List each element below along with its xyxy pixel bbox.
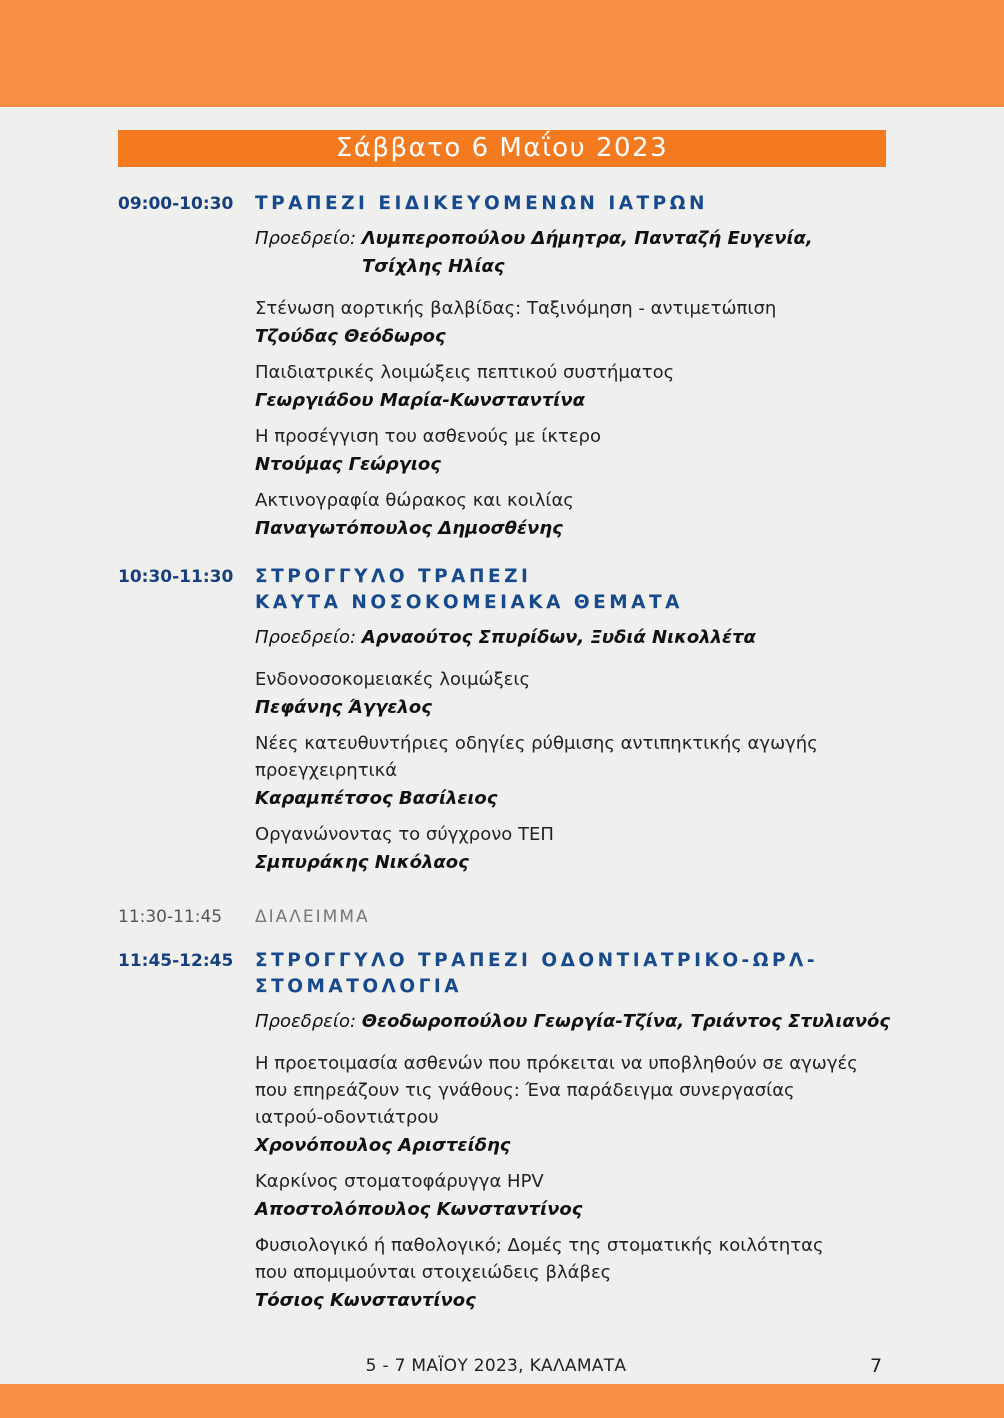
session-title: ΤΡΑΠΕΖΙ ΕΙΔΙΚΕΥΟΜΕΝΩΝ ΙΑΤΡΩΝ xyxy=(255,193,708,214)
talk-item xyxy=(255,359,895,415)
page-number: 7 xyxy=(870,1355,883,1377)
header-band xyxy=(0,0,1004,107)
talk-item xyxy=(255,1168,895,1224)
talk-title: Στένωση αορτικής βαλβίδας: Ταξινόμηση - αντιμετώπιση xyxy=(255,298,777,319)
session-title-continued: ΣΤΟΜΑΤΟΛΟΓΙΑ xyxy=(255,976,463,997)
talk-item xyxy=(255,295,895,351)
session-title: ΣΤΡΟΓΓΥΛΟ ΤΡΑΠΕΖΙ ΟΔΟΝΤΙΑΤΡΙΚΟ-ΩΡΛ- xyxy=(255,950,819,971)
talk-title: Οργανώνοντας το σύγχρονο ΤΕΠ xyxy=(255,824,554,845)
footer-band xyxy=(0,1384,1004,1418)
chairs-names: Αρναούτος Σπυρίδων, Ξυδιά Νικολλέτα xyxy=(361,627,756,648)
talk-speaker: Γεωργιάδου Μαρία-Κωνσταντίνα xyxy=(255,390,585,411)
talk-title: Η προετοιμασία ασθενών που πρόκειται να υποβληθούν σε αγωγές που επηρεάζουν τις γνάθους: Ένα παράδειγμα συνεργασίας ιατρού-οδοντιάτρου xyxy=(255,1053,858,1128)
talk-list xyxy=(255,295,895,543)
chairs-label: Προεδρείο: xyxy=(255,1011,357,1032)
session-content xyxy=(255,948,895,1323)
chairs-names: Θεοδωροπούλου Γεωργία-Τζίνα, Τριάντος Στυλιανός xyxy=(361,1011,891,1032)
talk-speaker: Τζούδας Θεόδωρος xyxy=(255,326,446,347)
talk-item xyxy=(255,1050,895,1160)
talk-item xyxy=(255,730,895,813)
session-time: 11:45-12:45 xyxy=(118,951,234,971)
talk-list xyxy=(255,1050,895,1315)
talk-speaker: Σμπυράκης Νικόλαος xyxy=(255,852,469,873)
talk-speaker: Αποστολόπουλος Κωνσταντίνος xyxy=(255,1199,583,1220)
talk-speaker: Χρονόπουλος Αριστείδης xyxy=(255,1135,511,1156)
break-time: 11:30-11:45 xyxy=(118,907,223,927)
talk-item xyxy=(255,821,895,877)
break-content xyxy=(255,904,895,930)
talk-speaker: Καραμπέτσος Βασίλειος xyxy=(255,788,498,809)
session-content xyxy=(255,564,895,885)
talk-list xyxy=(255,666,895,877)
talk-speaker: Πεφάνης Άγγελος xyxy=(255,697,432,718)
chairs-names: Λυμπεροπούλου Δήμητρα, Πανταζή Ευγενία, xyxy=(361,228,813,249)
talk-speaker: Τόσιος Κωνσταντίνος xyxy=(255,1290,476,1311)
talk-title: Ακτινογραφία θώρακος και κοιλίας xyxy=(255,490,574,511)
session-chairs xyxy=(255,624,895,652)
talk-title: Παιδιατρικές λοιμώξεις πεπτικού συστήματος xyxy=(255,362,675,383)
session-time: 10:30-11:30 xyxy=(118,567,234,587)
session-chairs xyxy=(255,225,895,281)
talk-item xyxy=(255,487,895,543)
chairs-label: Προεδρείο: xyxy=(255,627,357,648)
session-chairs xyxy=(255,1008,895,1036)
talk-title: Νέες κατευθυντήριες οδηγίες ρύθμισης αντιπηκτικής αγωγής προεγχειρητικά xyxy=(255,733,818,781)
footer-event-dates: 5 - 7 ΜΑΪΟΥ 2023, ΚΑΛΑΜΑΤΑ xyxy=(365,1356,627,1376)
talk-speaker: Παναγωτόπουλος Δημοσθένης xyxy=(255,518,563,539)
talk-item xyxy=(255,1232,895,1315)
talk-speaker: Ντούμας Γεώργιος xyxy=(255,454,441,475)
talk-title: Φυσιολογικό ή παθολογικό; Δομές της στοματικής κοιλότητας που απομιμούνται στοιχειώδεις βλάβες xyxy=(255,1235,824,1283)
break-title: ΔΙΑΛΕΙΜΜΑ xyxy=(255,907,370,927)
talk-title: Καρκίνος στοματοφάρυγγα HPV xyxy=(255,1171,544,1192)
session-time: 09:00-10:30 xyxy=(118,194,234,214)
talk-item xyxy=(255,423,895,479)
chairs-label: Προεδρείο: xyxy=(255,228,357,249)
session-title-continued: ΚΑΥΤΑ ΝΟΣΟΚΟΜΕΙΑΚΑ ΘΕΜΑΤΑ xyxy=(255,592,683,613)
session-title: ΣΤΡΟΓΓΥΛΟ ΤΡΑΠΕΖΙ xyxy=(255,566,532,587)
talk-title: Ενδονοσοκομειακές λοιμώξεις xyxy=(255,669,531,690)
talk-title: Η προσέγγιση του ασθενούς με ίκτερο xyxy=(255,426,601,447)
talk-item xyxy=(255,666,895,722)
day-title-banner: Σάββατο 6 Μαΐου 2023 xyxy=(118,130,886,167)
chairs-names-continued: Τσίχλης Ηλίας xyxy=(362,256,505,277)
session-content xyxy=(255,191,895,551)
